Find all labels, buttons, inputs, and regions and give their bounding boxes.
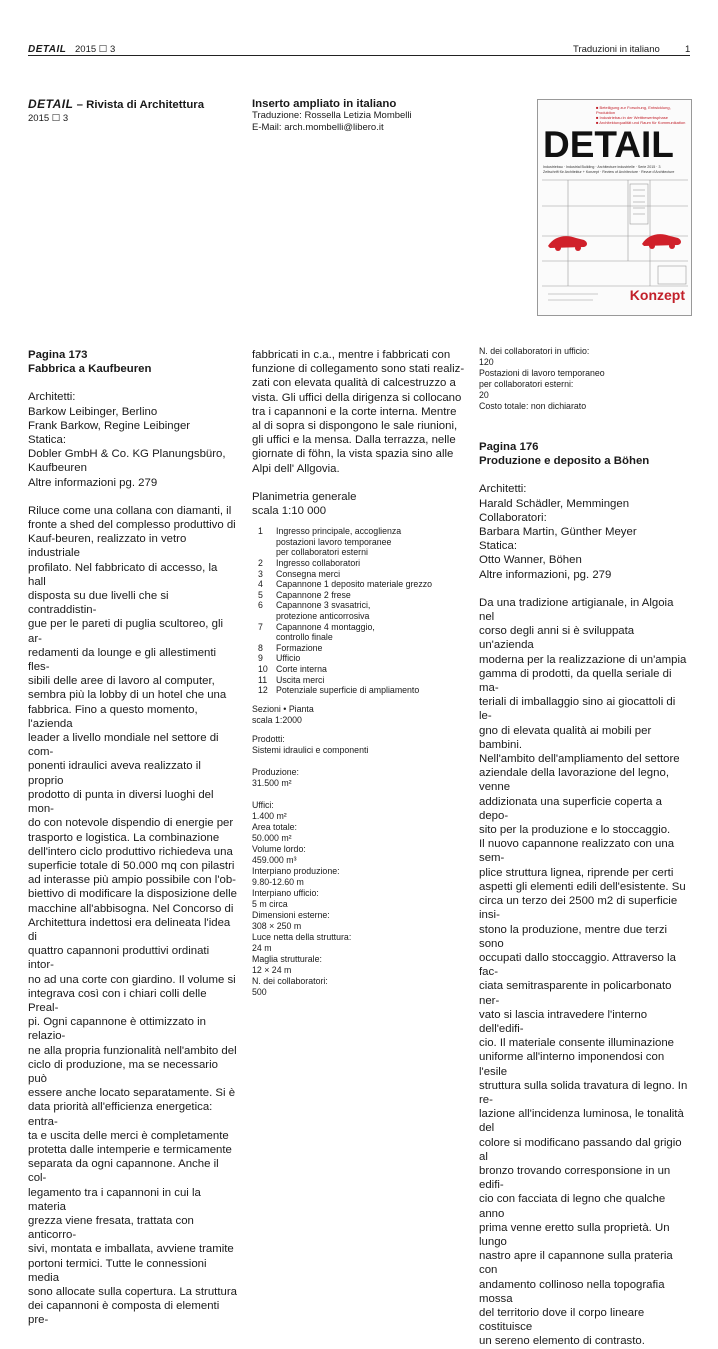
credit-line: Altre informazioni pg. 279 [28, 476, 158, 489]
legend-text: postazioni lavoro temporanee [276, 536, 392, 547]
legend-number [258, 537, 276, 548]
credit-line: Barbara Martin, Günther Meyer [479, 526, 637, 539]
body-line: fabbrica. Fino a questo momento, l'azienda [28, 703, 198, 730]
legend-text: per collaboratori esterni [276, 547, 368, 558]
fact-line: Sistemi idraulici e componenti [252, 744, 369, 755]
fact-line: 459.000 m³ [252, 854, 297, 865]
cover-topics: ■ Beteiligung zur Forschung, Entwicklung, Produktion ■ Industriebau in der Wettbewerbsphase ■ Architekturqualität und Raum für Kommunikation [596, 105, 686, 125]
body-line: grezza viene fresata, trattata con anticorro- [28, 1214, 194, 1242]
article-title-176: Produzione e deposito a Böhen [479, 455, 650, 468]
body-line: sibili delle aree di lavoro al computer, [28, 675, 215, 688]
body-line: superficie totale di 50.000 mq con pilastri [28, 859, 235, 872]
body-line: dei capannoni è composta di elementi pre- [28, 1300, 220, 1327]
page-number: 1 [685, 44, 691, 55]
legend-text: Ingresso principale, accoglienza [276, 526, 402, 537]
body-line: circa un terzo dei 2500 m2 di superficie insi- [479, 895, 678, 922]
legend-text: protezione anticorrosiva [276, 610, 370, 621]
body-line: vista. Gli uffici della dirigenza si collocano [252, 391, 462, 404]
translator: Traduzione: Rossella Letizia Mombelli [252, 110, 412, 121]
body-line: ponenti idraulici aveva realizzato il proprio [28, 760, 201, 787]
fact-line: 500 [252, 986, 267, 997]
legend-number: 5 [258, 589, 263, 600]
body-line: cio con facciata di legno che qualche anno [479, 1193, 666, 1220]
credit-line: Dobler GmbH & Co. KG Planungsbüro, [28, 448, 226, 461]
credit-line: Statica: [479, 540, 517, 553]
plan-scale: scala 1:10 000 [252, 505, 327, 518]
body-line: andamento collinoso nella topografia mossa [479, 1278, 665, 1305]
body-line: cio. Il materiale consente illuminazione [479, 1037, 675, 1050]
credit-line: Kaufbeuren [28, 462, 87, 475]
cover-subtitle: Industriebau · Industrial Building · Architecture industrielle · Serie 2015 · 3 Zeitschrift für Architektur + Konzept · Review of Architecture · Revue d'Architecture [543, 165, 675, 174]
body-line: sito per la produzione e lo stoccaggio. [479, 824, 671, 837]
contact-email[interactable]: E-Mail: arch.mombelli@libero.it [252, 122, 384, 133]
section-title: Sezioni • Pianta [252, 703, 314, 714]
fact-line: 9.80-12.60 m [252, 876, 304, 887]
article-body-continued [252, 348, 468, 476]
fact-line: N. dei collaboratori in ufficio: [479, 346, 590, 356]
body-line: stono la produzione, mentre due terzi sono [479, 923, 668, 950]
body-line: occupati dallo stoccaggio. Attraverso la fac- [479, 951, 676, 979]
body-line: Il nuovo capannone realizzato con una sem- [479, 838, 675, 865]
insert-title: Inserto ampliato in italiano [252, 98, 397, 110]
header-section: Traduzioni in italiano [573, 44, 660, 55]
fact-line: Interpiano ufficio: [252, 887, 319, 898]
body-line: zati con elevata qualità di calcestruzzo a [252, 377, 456, 390]
body-line: teriali di imballaggio sino ai giocattoli di le- [479, 696, 676, 723]
body-line: Da una tradizione artigianale, in Algoia nel [479, 596, 674, 624]
masthead-issue: 2015 ☐ 3 [28, 113, 69, 124]
project-facts [252, 734, 468, 998]
body-line: Kauf-beuren, realizzato in vetro industriale [28, 533, 187, 560]
fact-line: Dimensioni esterne: [252, 909, 330, 920]
body-line: protetta dalle intemperie e termicamente [28, 1143, 232, 1156]
body-line: legamento tra i capannoni in cui la materia [28, 1186, 201, 1213]
legend-number: 12 [258, 685, 268, 696]
body-line: prodotto di punta in diversi luoghi del mon- [28, 788, 214, 816]
fact-line: 24 m [252, 942, 272, 953]
legend-text: Capannone 2 frese [276, 589, 351, 600]
legend-number: 6 [258, 600, 263, 611]
fact-line: Postazioni di lavoro temporaneo [479, 368, 605, 378]
body-line: pi. Ogni capannone è ottimizzato in relazio- [28, 1016, 206, 1043]
fact-line: 120 [479, 357, 494, 367]
body-line: Alpi dell' Allgovia. [252, 462, 340, 475]
credit-line: Harald Schädler, Memmingen [479, 497, 630, 510]
body-line: struttura sulla solida travatura di legno. In re- [479, 1079, 688, 1106]
body-line: bronzo trovando corresponsione in un edifi- [479, 1164, 671, 1192]
body-line: colore si modificano passando dal grigio al [479, 1136, 682, 1163]
legend-number: 9 [258, 653, 263, 664]
article-title: Fabbrica a Kaufbeuren [28, 363, 152, 376]
credit-line: Statica: [28, 434, 66, 447]
credit-line: Barkow Leibinger, Berlino [28, 405, 158, 418]
body-line: corso degli anni si è sviluppata un'azienda [479, 625, 635, 652]
body-line: plice struttura lignea, riprende per certi [479, 866, 674, 879]
body-line: Nell'ambito dell'ampliamento del settore [479, 753, 680, 766]
body-line: funzione di collegamento sono stati realiz- [252, 363, 465, 376]
body-line: un sereno elemento di contrasto. [479, 1335, 645, 1348]
body-line: fabbricati in c.a., mentre i fabbricati con [252, 349, 451, 361]
legend-text: Capannone 4 montaggio, [276, 621, 375, 632]
credit-line: Collaboratori: [479, 511, 547, 524]
credit-line: Otto Wanner, Böhen [479, 554, 582, 567]
body-line: prima venne eretto sulla proprietà. Un lungo [479, 1221, 670, 1248]
magazine-cover [537, 99, 692, 316]
legend-text: controllo finale [276, 632, 333, 643]
fact-line: 12 × 24 m [252, 964, 292, 975]
body-line: moderna per la realizzazione di un'ampia [479, 653, 687, 666]
column-three [479, 346, 691, 1349]
legend-text: Consegna merci [276, 568, 341, 579]
body-line: essere anche locato separatamente. Si è [28, 1087, 236, 1100]
legend-text: Ingresso collaboratori [276, 558, 361, 569]
credit-line: Frank Barkow, Regine Leibinger [28, 419, 191, 432]
legend-text: Corte interna [276, 663, 327, 674]
body-line: quattro capannoni produttivi ordinati intor- [28, 945, 210, 972]
body-line: portoni termici. Tutte le connessioni media [28, 1257, 207, 1284]
body-line: al di sopra si dispongono le sale riunioni, [252, 420, 458, 433]
fact-line: Produzione: [252, 766, 299, 777]
article-173-continued [252, 348, 468, 998]
masthead-brand: DETAIL [28, 97, 74, 111]
fact-line: Prodotti: [252, 733, 285, 744]
fact-line: 20 [479, 390, 489, 400]
legend-number [258, 547, 276, 558]
body-line: uniforme all'interno imponendosi con l'esile [479, 1051, 665, 1078]
body-line: sivi, montata e imballata, avviene tramite [28, 1243, 234, 1256]
body-line: tra i capannoni e la corte interna. Mentre [252, 405, 457, 418]
body-line: nastro apre il capannone sulla prateria con [479, 1250, 673, 1277]
fact-line [252, 756, 468, 767]
section-scale: scala 1:2000 [252, 714, 302, 725]
body-line: integrava così con i chiari colli delle Preal- [28, 987, 207, 1014]
body-line: addizionata una superficie coperta a depo- [479, 795, 663, 822]
body-line: gno di elevata qualità ai mobili per bambini. [479, 724, 652, 751]
article-body [28, 504, 238, 1328]
body-line: disposta su due livelli che si contraddistin- [28, 590, 169, 617]
legend-text: Capannone 3 svasatrici, [276, 600, 371, 611]
credit-line: Architetti: [28, 391, 76, 404]
fact-line [252, 789, 468, 800]
body-line: sono allocate sulla copertura. La struttura [28, 1286, 237, 1298]
body-line: macchine all'abbisogna. Nel Concorso di [28, 902, 234, 915]
legend-text: Potenziale superficie di ampliamento [276, 685, 420, 696]
body-line: dell'intero ciclo produttivo richiedeva una [28, 845, 233, 858]
body-line: redamenti da lounge e gli allestimenti fles- [28, 646, 217, 674]
article-credits-176 [479, 482, 691, 581]
insert-info [252, 98, 412, 134]
body-line: biettivo di modificare la disposizione delle [28, 888, 237, 901]
cover-concept-label: Konzept [629, 287, 685, 303]
body-line: ciclo di produzione, ma se necessario può [28, 1058, 218, 1085]
header-issue: 2015 ☐ 3 [75, 44, 116, 55]
body-line: fronte a shed del complesso produttivo di [28, 519, 236, 532]
credit-line: Altre informazioni, pg. 279 [479, 568, 612, 581]
plan-title: Planimetria generale [252, 490, 357, 503]
legend-text: Formazione [276, 642, 323, 653]
credit-line: Architetti: [479, 483, 527, 496]
article-credits [28, 390, 238, 489]
fact-line: Costo totale: non dichiarato [479, 401, 587, 411]
body-line: gue per le pareti di puglia scultoreo, gli ar- [28, 618, 224, 645]
legend-text: Ufficio [276, 653, 301, 664]
plan-legend [258, 526, 468, 696]
body-line: leader a livello mondiale nel settore di com- [28, 732, 219, 759]
legend-number: 2 [258, 558, 263, 569]
fact-line: 31.500 m² [252, 777, 292, 788]
legend-number: 3 [258, 568, 263, 579]
legend-number [258, 632, 276, 643]
fact-line: Luce netta della struttura: [252, 931, 352, 942]
legend-number: 10 [258, 663, 268, 674]
legend-number: 11 [258, 674, 268, 685]
header-brand: DETAIL [28, 44, 67, 55]
legend-text: Uscita merci [276, 674, 325, 685]
legend-number: 8 [258, 642, 263, 653]
fact-line: Maglia strutturale: [252, 953, 322, 964]
fact-line: Uffici: [252, 799, 274, 810]
body-line: data priorità all'efficienza energetica: entra- [28, 1101, 213, 1128]
body-line: gli uffici e la mensa. Dalla terrazza, nelle [252, 434, 456, 447]
fact-line: 50.000 m² [252, 832, 292, 843]
legend-number: 7 [258, 621, 263, 632]
fact-line: 5 m circa [252, 898, 288, 909]
body-line: trasporto e logistica. La combinazione [28, 831, 220, 844]
body-line: Riluce come una collana con diamanti, il [28, 504, 232, 517]
fact-line: 1.400 m² [252, 810, 287, 821]
article-body-176 [479, 596, 691, 1349]
masthead-title: – Rivista di Architettura [73, 99, 205, 111]
body-line: giornate di föhn, la vista spazia sino alle [252, 448, 454, 461]
article-page-ref-176: Pagina 176 [479, 441, 539, 453]
project-facts-continued [479, 346, 691, 412]
body-line: vato si lascia intravedere l'interno dell'edifi- [479, 1008, 648, 1035]
fact-line: Area totale: [252, 821, 297, 832]
legend-number: 1 [258, 526, 263, 537]
body-line: no ad una corte con giardino. Il volume si [28, 973, 236, 986]
legend-number [258, 611, 276, 622]
masthead [28, 98, 204, 125]
fact-line: Interpiano produzione: [252, 865, 340, 876]
body-line: aspetti gli elementi edili dell'esistente. Su [479, 880, 686, 893]
article-page-ref: Pagina 173 [28, 349, 88, 361]
cover-logo: DETAIL [543, 124, 674, 165]
body-line: profilato. Nel fabbricato di accesso, la hall [28, 561, 218, 588]
body-line: ad interasse più ampio possibile con l'ob- [28, 874, 236, 887]
fact-line: Volume lordo: [252, 843, 306, 854]
body-line: do con notevole dispendio di energie per [28, 817, 234, 830]
fact-line: per collaboratori esterni: [479, 379, 574, 389]
body-line: gamma di prodotti, da quella seriale di ma- [479, 667, 672, 695]
body-line: aziendale della lavorazione del legno, venne [479, 767, 669, 794]
legend-number: 4 [258, 579, 263, 590]
body-line: del territorio dove il corpo lineare costituisce [479, 1306, 645, 1334]
body-line: separata da ogni capannone. Anche il col- [28, 1158, 219, 1185]
body-line: ciata semitrasparente in policarbonato ner- [479, 980, 672, 1007]
legend-text: Capannone 1 deposito materiale grezzo [276, 579, 433, 590]
body-line: ta e uscita delle merci è completamente [28, 1129, 229, 1142]
body-line: lazione all'incidenza luminosa, le tonalità del [479, 1108, 684, 1135]
body-line: ne alla propria funzionalità nell'ambito del [28, 1044, 237, 1057]
header-divider [28, 55, 690, 56]
body-line: sembra più la lobby di un hotel che una [28, 689, 227, 702]
fact-line: N. dei collaboratori: [252, 975, 328, 986]
body-line: Architettura indettosi era delineata l'idea di [28, 916, 231, 943]
article-173 [28, 348, 238, 1328]
fact-line: 308 × 250 m [252, 920, 302, 931]
